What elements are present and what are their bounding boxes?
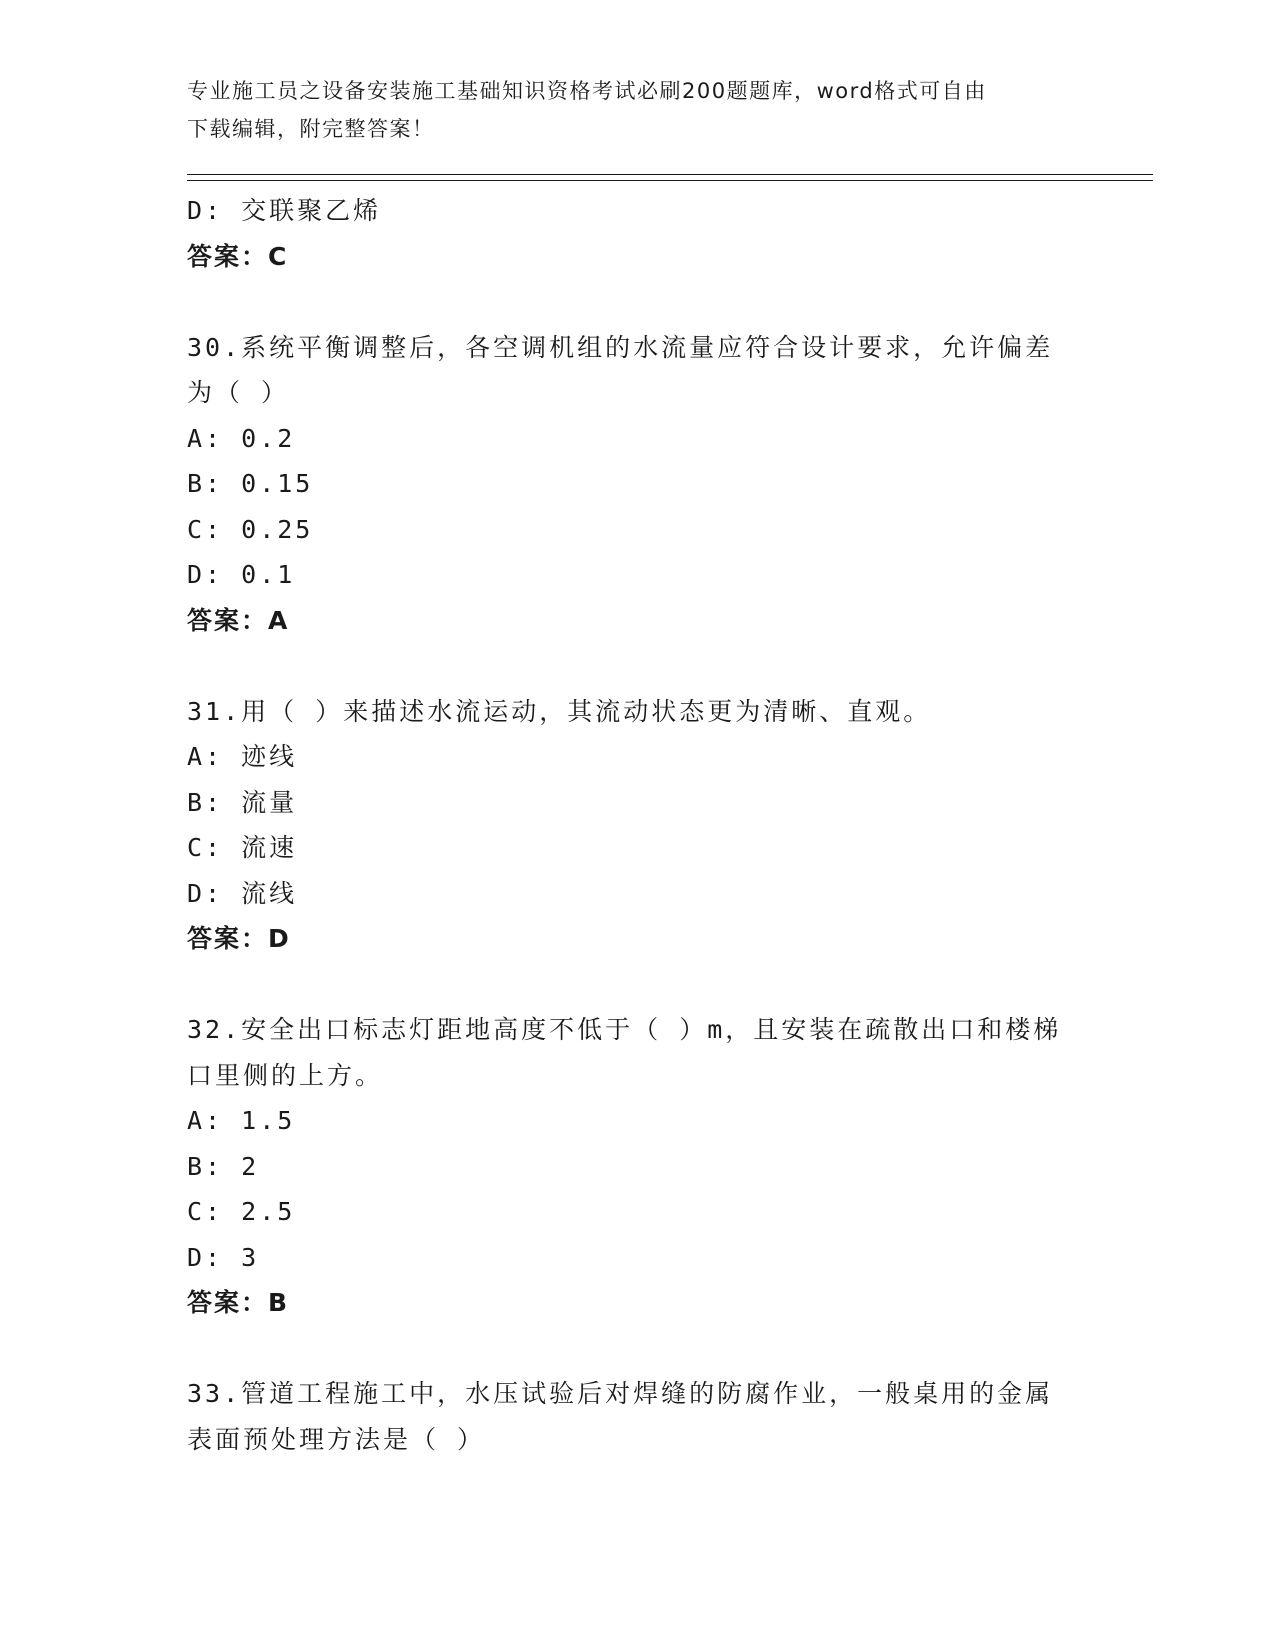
document-header bbox=[187, 72, 1067, 148]
option-c: C: 2.5 bbox=[187, 1197, 296, 1226]
option-a: A: 1.5 bbox=[187, 1106, 296, 1135]
spacer bbox=[187, 643, 1087, 689]
question-31 bbox=[187, 689, 1087, 962]
option-b: B: 0.15 bbox=[187, 469, 314, 498]
question-text-line: 31.用（ ）来描述水流运动，其流动状态更为清晰、直观。 bbox=[187, 696, 932, 726]
question-text-line: 口里侧的上方。 bbox=[187, 1060, 384, 1090]
option-c: C: 0.25 bbox=[187, 514, 314, 544]
question-text-line: 32.安全出口标志灯距地高度不低于（ ）m，且安装在疏散出口和楼梯 bbox=[187, 1015, 1062, 1044]
spacer bbox=[187, 1326, 1087, 1372]
header-rule-top bbox=[187, 174, 1153, 175]
option-c: C: 流速 bbox=[187, 833, 298, 862]
question-30 bbox=[187, 325, 1087, 644]
answer-line: 答案：A bbox=[187, 605, 290, 635]
option-d: D: 流线 bbox=[187, 878, 298, 908]
question-33 bbox=[187, 1371, 1087, 1462]
option-d: D: 3 bbox=[187, 1242, 260, 1272]
option-d: D: 0.1 bbox=[187, 560, 296, 589]
option-b: B: 2 bbox=[187, 1151, 260, 1181]
question-list bbox=[187, 188, 1087, 1462]
header-line-1: 专业施工员之设备安装施工基础知识资格考试必刷200题题库，word格式可自由 bbox=[187, 79, 987, 103]
question-32 bbox=[187, 1007, 1087, 1326]
header-line-2: 下载编辑，附完整答案！ bbox=[187, 117, 435, 141]
answer-line: 答案：D bbox=[187, 924, 291, 953]
option-a: A: 0.2 bbox=[187, 423, 296, 453]
header-rule-bottom bbox=[187, 180, 1153, 181]
option-b: B: 流量 bbox=[187, 787, 298, 817]
option-a: A: 迹线 bbox=[187, 742, 298, 771]
question-text-line: 为（ ） bbox=[187, 378, 290, 407]
spacer bbox=[187, 962, 1087, 1008]
question-text-line: 表面预处理方法是（ ） bbox=[187, 1424, 486, 1454]
answer-line: 答案：C bbox=[187, 241, 289, 271]
question-text-line: 30.系统平衡调整后，各空调机组的水流量应符合设计要求，允许偏差 bbox=[187, 332, 1054, 362]
option-d: D: 交联聚乙烯 bbox=[187, 196, 382, 225]
spacer bbox=[187, 279, 1087, 325]
question-text-line: 33.管道工程施工中，水压试验后对焊缝的防腐作业，一般桌用的金属 bbox=[187, 1379, 1054, 1408]
answer-line: 答案：B bbox=[187, 1288, 290, 1317]
previous-question-tail bbox=[187, 188, 1087, 279]
